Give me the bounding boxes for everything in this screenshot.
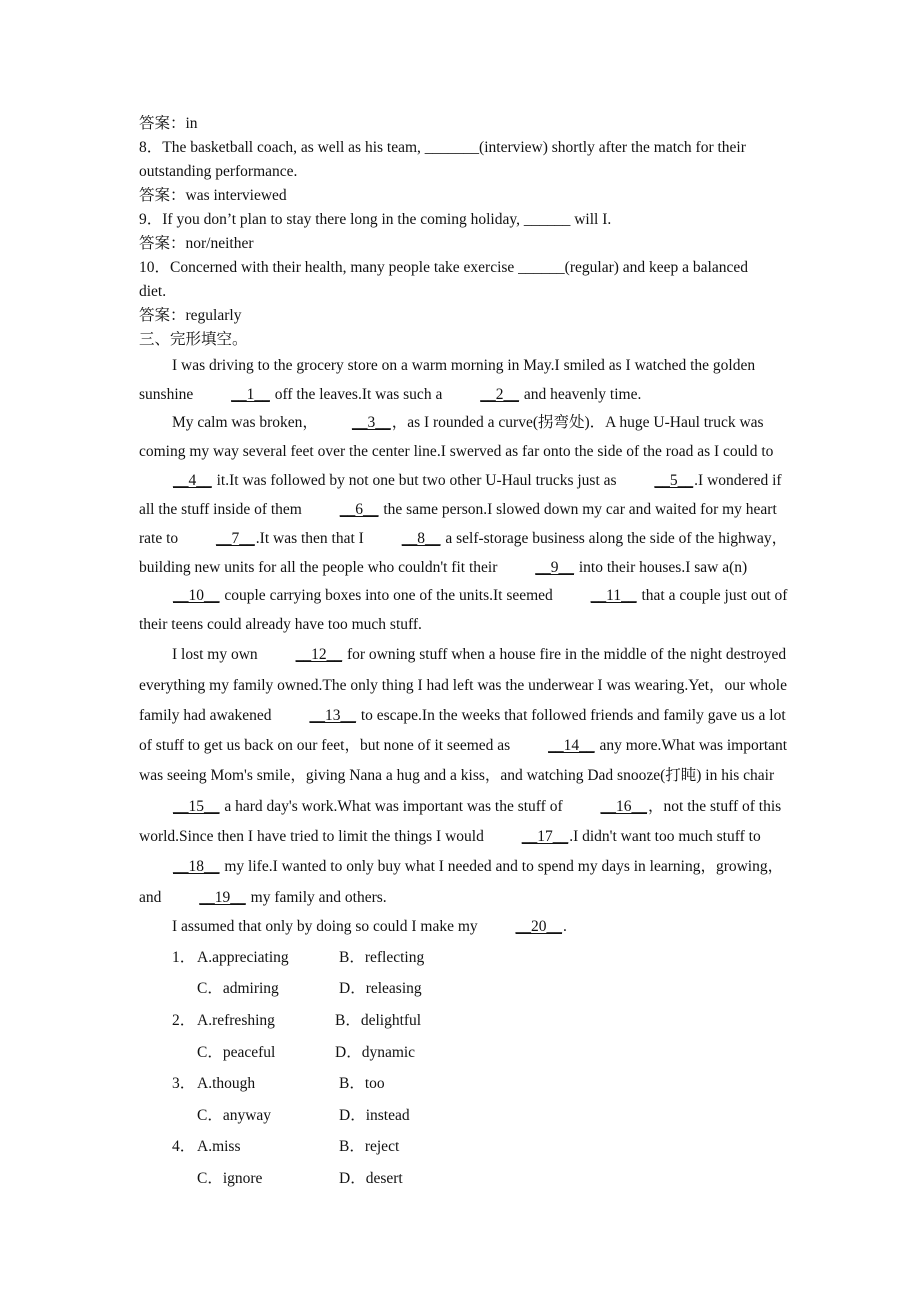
text-run: ，as I rounded a curve(拐弯处)．A huge U-Haul truck was coming my way several feet over the center line.I swerved as far onto the side of the road as I could to — [139, 414, 774, 460]
option-row — [139, 1005, 791, 1037]
blank-8: __8__ — [401, 529, 441, 547]
blank-4: __4__ — [173, 471, 212, 489]
blank-17: __17__ — [521, 828, 569, 846]
option-c: C．anyway — [197, 1106, 272, 1124]
blank-6: __6__ — [339, 500, 379, 518]
text-run: and heavenly time. — [519, 385, 642, 403]
option-d: D．dynamic — [335, 1043, 416, 1061]
answer-line-10: 答案：regularly — [139, 307, 242, 324]
passage-paragraph-3 — [139, 640, 791, 913]
text-run: ，not the stuff of this world.Since then I have tried to limit the things I would — [139, 797, 782, 846]
blank-15: __15__ — [173, 797, 220, 815]
option-b: B．too — [339, 1075, 385, 1093]
option-a: A.miss — [197, 1138, 241, 1156]
blank-10: __10__ — [173, 587, 220, 605]
blank-7: __7__ — [216, 529, 255, 547]
passage-paragraph-4 — [139, 913, 791, 941]
option-row — [139, 1131, 791, 1163]
option-row — [139, 1163, 791, 1195]
blank-2: __2__ — [480, 385, 519, 403]
option-number: 2． — [172, 1011, 196, 1029]
blank-3: __3__ — [351, 414, 391, 431]
text-run: off the leaves.It was such a — [270, 385, 447, 403]
passage-paragraph-1 — [139, 352, 791, 409]
option-d: D．desert — [339, 1169, 403, 1187]
question-10-line-1: 10．Concerned with their health, many people take exercise ______(regular) and keep a balanced — [139, 259, 748, 276]
text-run: a self-storage business along the side of the highway，building new units for all the people who couldn't fit their — [139, 529, 788, 576]
answer-line-7: 答案：in — [139, 115, 198, 132]
option-number: 3． — [172, 1075, 196, 1093]
text-run: to escape.In the weeks that followed friends and family gave us a lot of stuff to get us back on our feet，but none of it seemed as — [139, 706, 786, 755]
blank-12: __12__ — [295, 646, 343, 664]
text-run: I was driving to the grocery store on a warm morning in May.I smiled as I watched the golden sunshine — [139, 357, 756, 403]
text-run: the same person.I slowed down my car and waited for my heart rate to — [139, 500, 777, 547]
blank-19: __19__ — [199, 888, 246, 906]
text-run: I assumed that only by doing so could I make my — [172, 917, 482, 935]
option-row — [139, 1100, 791, 1132]
blank-16: __16__ — [600, 797, 648, 815]
option-row — [139, 1037, 791, 1069]
question-10-line-2: diet. — [139, 283, 167, 300]
blank-18: __18__ — [173, 858, 220, 876]
text-run: .It was then that I — [255, 529, 368, 547]
question-8-line-2: outstanding performance. — [139, 163, 298, 180]
text-run: .I wondered if all the stuff inside of them — [139, 471, 782, 518]
option-row — [139, 942, 791, 974]
text-run: .I didn't want too much stuff to — [569, 828, 761, 846]
blank-9: __9__ — [535, 558, 574, 576]
text-run: couple carrying boxes into one of the units.It seemed — [220, 587, 557, 605]
passage-paragraph-2 — [139, 409, 791, 640]
blank-11: __11__ — [590, 587, 637, 605]
text-run: I lost my own — [172, 646, 262, 664]
blank-13: __13__ — [309, 706, 356, 724]
text-run: . — [563, 917, 567, 935]
option-a: A.appreciating — [197, 948, 289, 966]
options-list — [139, 942, 791, 1195]
text-run: my life.I wanted to only buy what I needed and to spend my days in learning，growing，and — [139, 858, 784, 906]
text-run: into their houses.I saw a(n) — [575, 558, 748, 576]
blank-20: __20__ — [515, 917, 563, 935]
option-a: A.though — [197, 1075, 256, 1093]
answer-line-8: 答案：was interviewed — [139, 187, 287, 204]
option-c: C．admiring — [197, 980, 279, 998]
text-run: My calm was broken， — [172, 414, 318, 431]
option-a: A.refreshing — [197, 1011, 275, 1029]
section-heading-cloze: 三、完形填空。 — [139, 331, 248, 348]
option-number: 1． — [172, 948, 196, 966]
question-8-line-1: 8．The basketball coach, as well as his team, _______(interview) shortly after the match for their — [139, 139, 746, 156]
text-run: for owning stuff when a house fire in the middle of the night destroyed everything my family owned.The only thing I had left was the underwear I was wearing.Yet，our whole family had awakened — [139, 646, 787, 724]
text-run: my family and others. — [246, 888, 387, 906]
option-b: B．reflecting — [339, 948, 425, 966]
option-c: C．ignore — [197, 1169, 263, 1187]
text-run: that a couple just out of their teens could already have too much stuff. — [139, 587, 788, 634]
text-run: any more.What was important was seeing Mom's smile，giving Nana a hug and a kiss，and watching Dad snooze(打盹) in his chair — [139, 737, 788, 785]
option-number: 4． — [172, 1138, 196, 1156]
blank-1: __1__ — [231, 385, 270, 403]
option-b: B．delightful — [335, 1011, 422, 1029]
blank-5: __5__ — [654, 471, 694, 489]
option-row — [139, 974, 791, 1006]
text-run: a hard day's work.What was important was the stuff of — [220, 797, 567, 815]
option-row — [139, 1068, 791, 1100]
answer-line-9: 答案：nor/neither — [139, 235, 254, 252]
option-b: B．reject — [339, 1138, 400, 1156]
text-run: it.It was followed by not one but two other U-Haul trucks just as — [212, 471, 621, 489]
blank-14: __14__ — [548, 737, 595, 755]
option-c: C．peaceful — [197, 1043, 276, 1061]
question-9: 9．If you don’t plan to stay there long in the coming holiday, ______ will I. — [139, 211, 612, 228]
option-d: D．releasing — [339, 980, 422, 998]
document-page — [139, 112, 791, 1195]
option-d: D．instead — [339, 1106, 410, 1124]
